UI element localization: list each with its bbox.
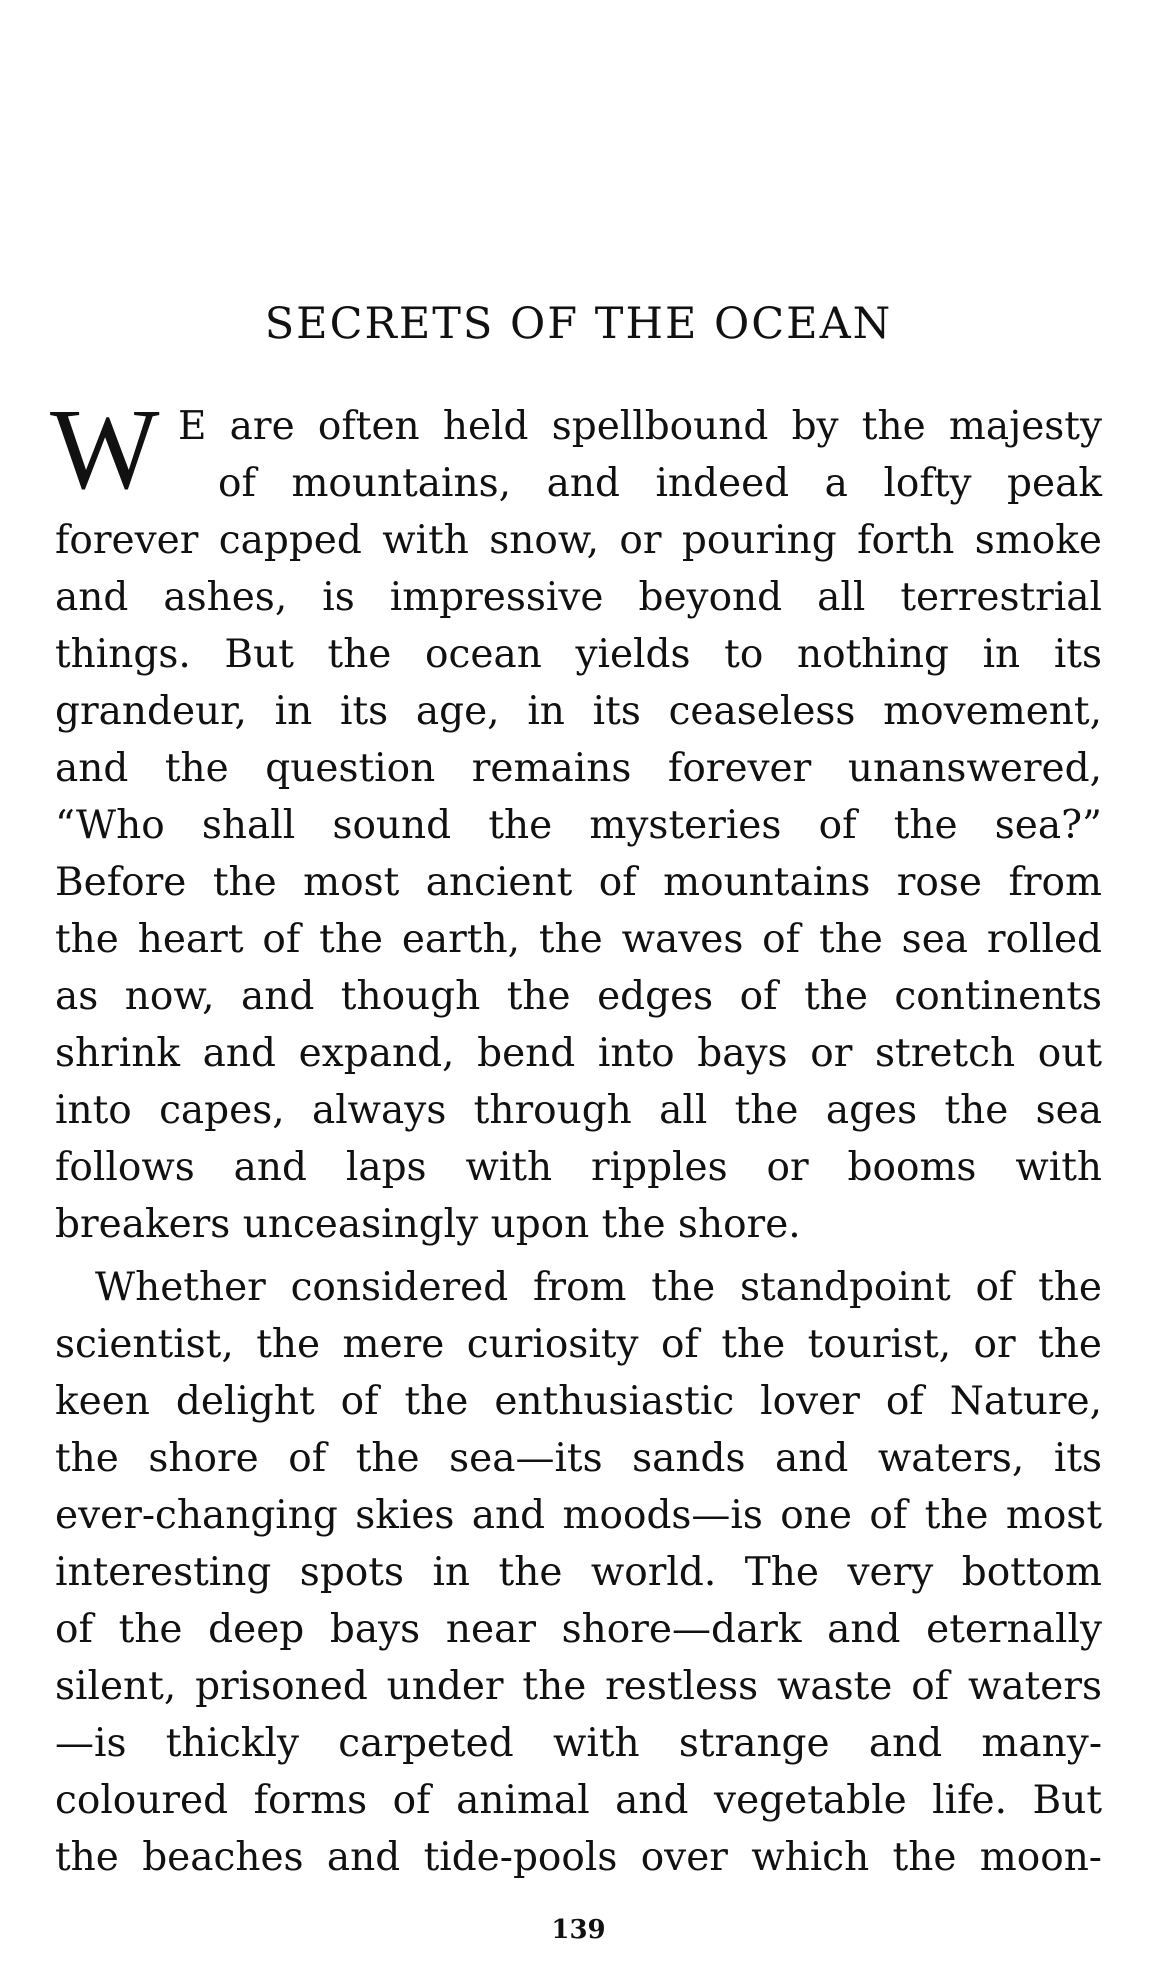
drop-cap-letter: W [50,386,160,514]
text-line: the shore of the sea—its sands and waters, its [55,1436,1102,1481]
text-line: and the question remains forever unanswered, [55,746,1102,791]
text-line: shrink and expand, bend into bays or stretch out [55,1031,1102,1076]
page-number: 139 [551,1915,606,1945]
text-line: keen delight of the enthusiastic lover of Nature, [55,1379,1102,1424]
text-line: forever capped with snow, or pouring forth smoke [55,518,1102,563]
text-line: interesting spots in the world. The very bottom [55,1550,1102,1595]
text-line: —is thickly carpeted with strange and many- [55,1721,1102,1766]
text-line: the beaches and tide-pools over which the moon- [55,1835,1102,1880]
text-line: of mountains, and indeed a lofty peak [218,461,1102,506]
text-line: E are often held spellbound by the majesty [178,404,1102,449]
text-line: of the deep bays near shore—dark and eternally [55,1607,1102,1652]
text-line: “Who shall sound the mysteries of the sea?” [55,803,1102,848]
text-line: into capes, always through all the ages the sea [55,1088,1102,1133]
text-line: the heart of the earth, the waves of the sea rolled [55,917,1102,962]
text-line: scientist, the mere curiosity of the tourist, or the [55,1322,1102,1367]
text-line: ever-changing skies and moods—is one of the most [55,1493,1102,1538]
page-title: SECRETS OF THE OCEAN [264,299,893,349]
text-line: and ashes, is impressive beyond all terrestrial [55,575,1102,620]
text-line: things. But the ocean yields to nothing in its [55,632,1102,677]
text-line: silent, prisoned under the restless waste of waters [55,1664,1102,1709]
text-line: grandeur, in its age, in its ceaseless movement, [55,689,1102,734]
text-line: as now, and though the edges of the continents [55,974,1102,1019]
text-line: Before the most ancient of mountains rose from [55,860,1102,905]
text-line: breakers unceasingly upon the shore. [55,1202,801,1247]
text-line: coloured forms of animal and vegetable life. But [55,1778,1102,1823]
text-line: follows and laps with ripples or booms with [55,1145,1102,1190]
text-line: Whether considered from the standpoint of the [95,1265,1102,1310]
